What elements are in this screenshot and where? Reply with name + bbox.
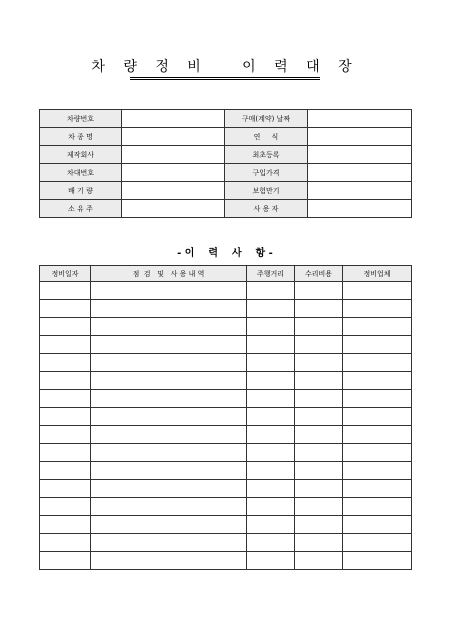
history-cell[interactable] <box>295 318 343 336</box>
history-cell[interactable] <box>295 390 343 408</box>
history-cell[interactable] <box>343 318 412 336</box>
history-row <box>40 300 412 318</box>
info-value-field[interactable] <box>308 110 412 128</box>
history-cell[interactable] <box>343 534 412 552</box>
history-cell[interactable] <box>247 336 295 354</box>
history-row <box>40 480 412 498</box>
vehicle-info-table <box>39 109 412 218</box>
history-cell[interactable] <box>40 534 91 552</box>
history-cell[interactable] <box>295 282 343 300</box>
history-cell[interactable] <box>247 354 295 372</box>
info-label: 제작회사 <box>40 146 122 164</box>
history-row <box>40 498 412 516</box>
history-row <box>40 462 412 480</box>
history-cell[interactable] <box>40 408 91 426</box>
info-value-field[interactable] <box>122 182 225 200</box>
history-column-header: 수리비용 <box>295 266 343 282</box>
history-cell[interactable] <box>343 498 412 516</box>
history-cell[interactable] <box>91 552 247 570</box>
info-value-field[interactable] <box>122 128 225 146</box>
info-label: 소 유 주 <box>40 200 122 218</box>
history-cell[interactable] <box>295 408 343 426</box>
history-cell[interactable] <box>247 390 295 408</box>
history-cell[interactable] <box>40 390 91 408</box>
history-cell[interactable] <box>247 408 295 426</box>
history-row <box>40 408 412 426</box>
history-cell[interactable] <box>343 372 412 390</box>
document-title: 차 량 정 비 이 력 대 장 <box>91 59 359 75</box>
history-cell[interactable] <box>40 462 91 480</box>
history-cell[interactable] <box>91 318 247 336</box>
history-cell[interactable] <box>343 336 412 354</box>
info-label: 배 기 량 <box>40 182 122 200</box>
history-cell[interactable] <box>343 408 412 426</box>
history-cell[interactable] <box>247 534 295 552</box>
info-row <box>40 182 412 200</box>
history-cell[interactable] <box>40 300 91 318</box>
info-row <box>40 164 412 182</box>
history-row <box>40 336 412 354</box>
history-cell[interactable] <box>247 444 295 462</box>
history-row <box>40 354 412 372</box>
history-row <box>40 372 412 390</box>
info-value-field[interactable] <box>308 200 412 218</box>
history-cell[interactable] <box>40 480 91 498</box>
history-cell[interactable] <box>343 426 412 444</box>
history-cell[interactable] <box>247 372 295 390</box>
history-cell[interactable] <box>91 300 247 318</box>
history-cell[interactable] <box>295 354 343 372</box>
history-row <box>40 390 412 408</box>
history-cell[interactable] <box>91 480 247 498</box>
info-value-field[interactable] <box>122 110 225 128</box>
info-label: 차대번호 <box>40 164 122 182</box>
history-cell[interactable] <box>295 426 343 444</box>
info-value-field[interactable] <box>122 146 225 164</box>
history-cell[interactable] <box>40 282 91 300</box>
history-cell[interactable] <box>343 354 412 372</box>
history-cell[interactable] <box>343 300 412 318</box>
history-section-title: - 이 력 사 항 - <box>177 248 273 259</box>
title-underline <box>130 77 320 78</box>
info-value-field[interactable] <box>122 164 225 182</box>
history-cell[interactable] <box>343 390 412 408</box>
info-value-field[interactable] <box>308 128 412 146</box>
info-label: 구입가격 <box>225 164 308 182</box>
history-cell[interactable] <box>247 318 295 336</box>
history-cell[interactable] <box>91 408 247 426</box>
history-cell[interactable] <box>40 354 91 372</box>
history-cell[interactable] <box>295 372 343 390</box>
info-label: 최초등록 <box>225 146 308 164</box>
history-cell[interactable] <box>91 498 247 516</box>
history-cell[interactable] <box>91 534 247 552</box>
info-label: 보험만기 <box>225 182 308 200</box>
history-cell[interactable] <box>247 516 295 534</box>
history-cell[interactable] <box>40 552 91 570</box>
info-value-field[interactable] <box>308 146 412 164</box>
history-row <box>40 516 412 534</box>
history-cell[interactable] <box>247 300 295 318</box>
history-column-header: 정비일자 <box>40 266 91 282</box>
history-cell[interactable] <box>40 426 91 444</box>
history-row <box>40 318 412 336</box>
history-cell[interactable] <box>295 552 343 570</box>
history-cell[interactable] <box>295 336 343 354</box>
history-cell[interactable] <box>343 516 412 534</box>
info-label: 사 용 자 <box>225 200 308 218</box>
history-cell[interactable] <box>343 282 412 300</box>
info-value-field[interactable] <box>122 200 225 218</box>
history-cell[interactable] <box>295 462 343 480</box>
history-cell[interactable] <box>91 282 247 300</box>
history-row <box>40 534 412 552</box>
history-column-header: 정비업체 <box>343 266 412 282</box>
info-row <box>40 146 412 164</box>
history-cell[interactable] <box>343 444 412 462</box>
history-cell[interactable] <box>343 480 412 498</box>
history-cell[interactable] <box>91 462 247 480</box>
title-underline-double <box>130 79 320 80</box>
history-cell[interactable] <box>91 426 247 444</box>
info-label: 차 종 명 <box>40 128 122 146</box>
history-cell[interactable] <box>40 318 91 336</box>
info-label: 구매(계약) 날짜 <box>225 110 308 128</box>
history-cell[interactable] <box>247 498 295 516</box>
history-cell[interactable] <box>91 516 247 534</box>
history-row <box>40 426 412 444</box>
history-cell[interactable] <box>40 516 91 534</box>
history-cell[interactable] <box>343 552 412 570</box>
history-row <box>40 444 412 462</box>
info-row <box>40 200 412 218</box>
info-row <box>40 128 412 146</box>
history-cell[interactable] <box>295 444 343 462</box>
history-cell[interactable] <box>40 372 91 390</box>
history-cell[interactable] <box>295 516 343 534</box>
history-cell[interactable] <box>247 462 295 480</box>
history-cell[interactable] <box>91 336 247 354</box>
info-label: 연 식 <box>225 128 308 146</box>
history-cell[interactable] <box>247 480 295 498</box>
history-cell[interactable] <box>295 480 343 498</box>
history-cell[interactable] <box>40 336 91 354</box>
history-cell[interactable] <box>40 498 91 516</box>
history-cell[interactable] <box>247 552 295 570</box>
history-cell[interactable] <box>343 462 412 480</box>
history-row <box>40 282 412 300</box>
history-row <box>40 552 412 570</box>
history-cell[interactable] <box>295 498 343 516</box>
info-label: 차량번호 <box>40 110 122 128</box>
maintenance-history-table <box>39 265 412 570</box>
history-cell[interactable] <box>40 444 91 462</box>
info-row <box>40 110 412 128</box>
history-cell[interactable] <box>295 534 343 552</box>
history-column-header: 주행거리 <box>247 266 295 282</box>
history-column-header: 점 검 및 사 용 내 역 <box>91 266 247 282</box>
history-cell[interactable] <box>91 372 247 390</box>
history-cell[interactable] <box>91 354 247 372</box>
history-cell[interactable] <box>247 426 295 444</box>
history-cell[interactable] <box>247 282 295 300</box>
info-value-field[interactable] <box>308 182 412 200</box>
history-cell[interactable] <box>295 300 343 318</box>
history-cell[interactable] <box>91 444 247 462</box>
history-cell[interactable] <box>91 390 247 408</box>
info-value-field[interactable] <box>308 164 412 182</box>
